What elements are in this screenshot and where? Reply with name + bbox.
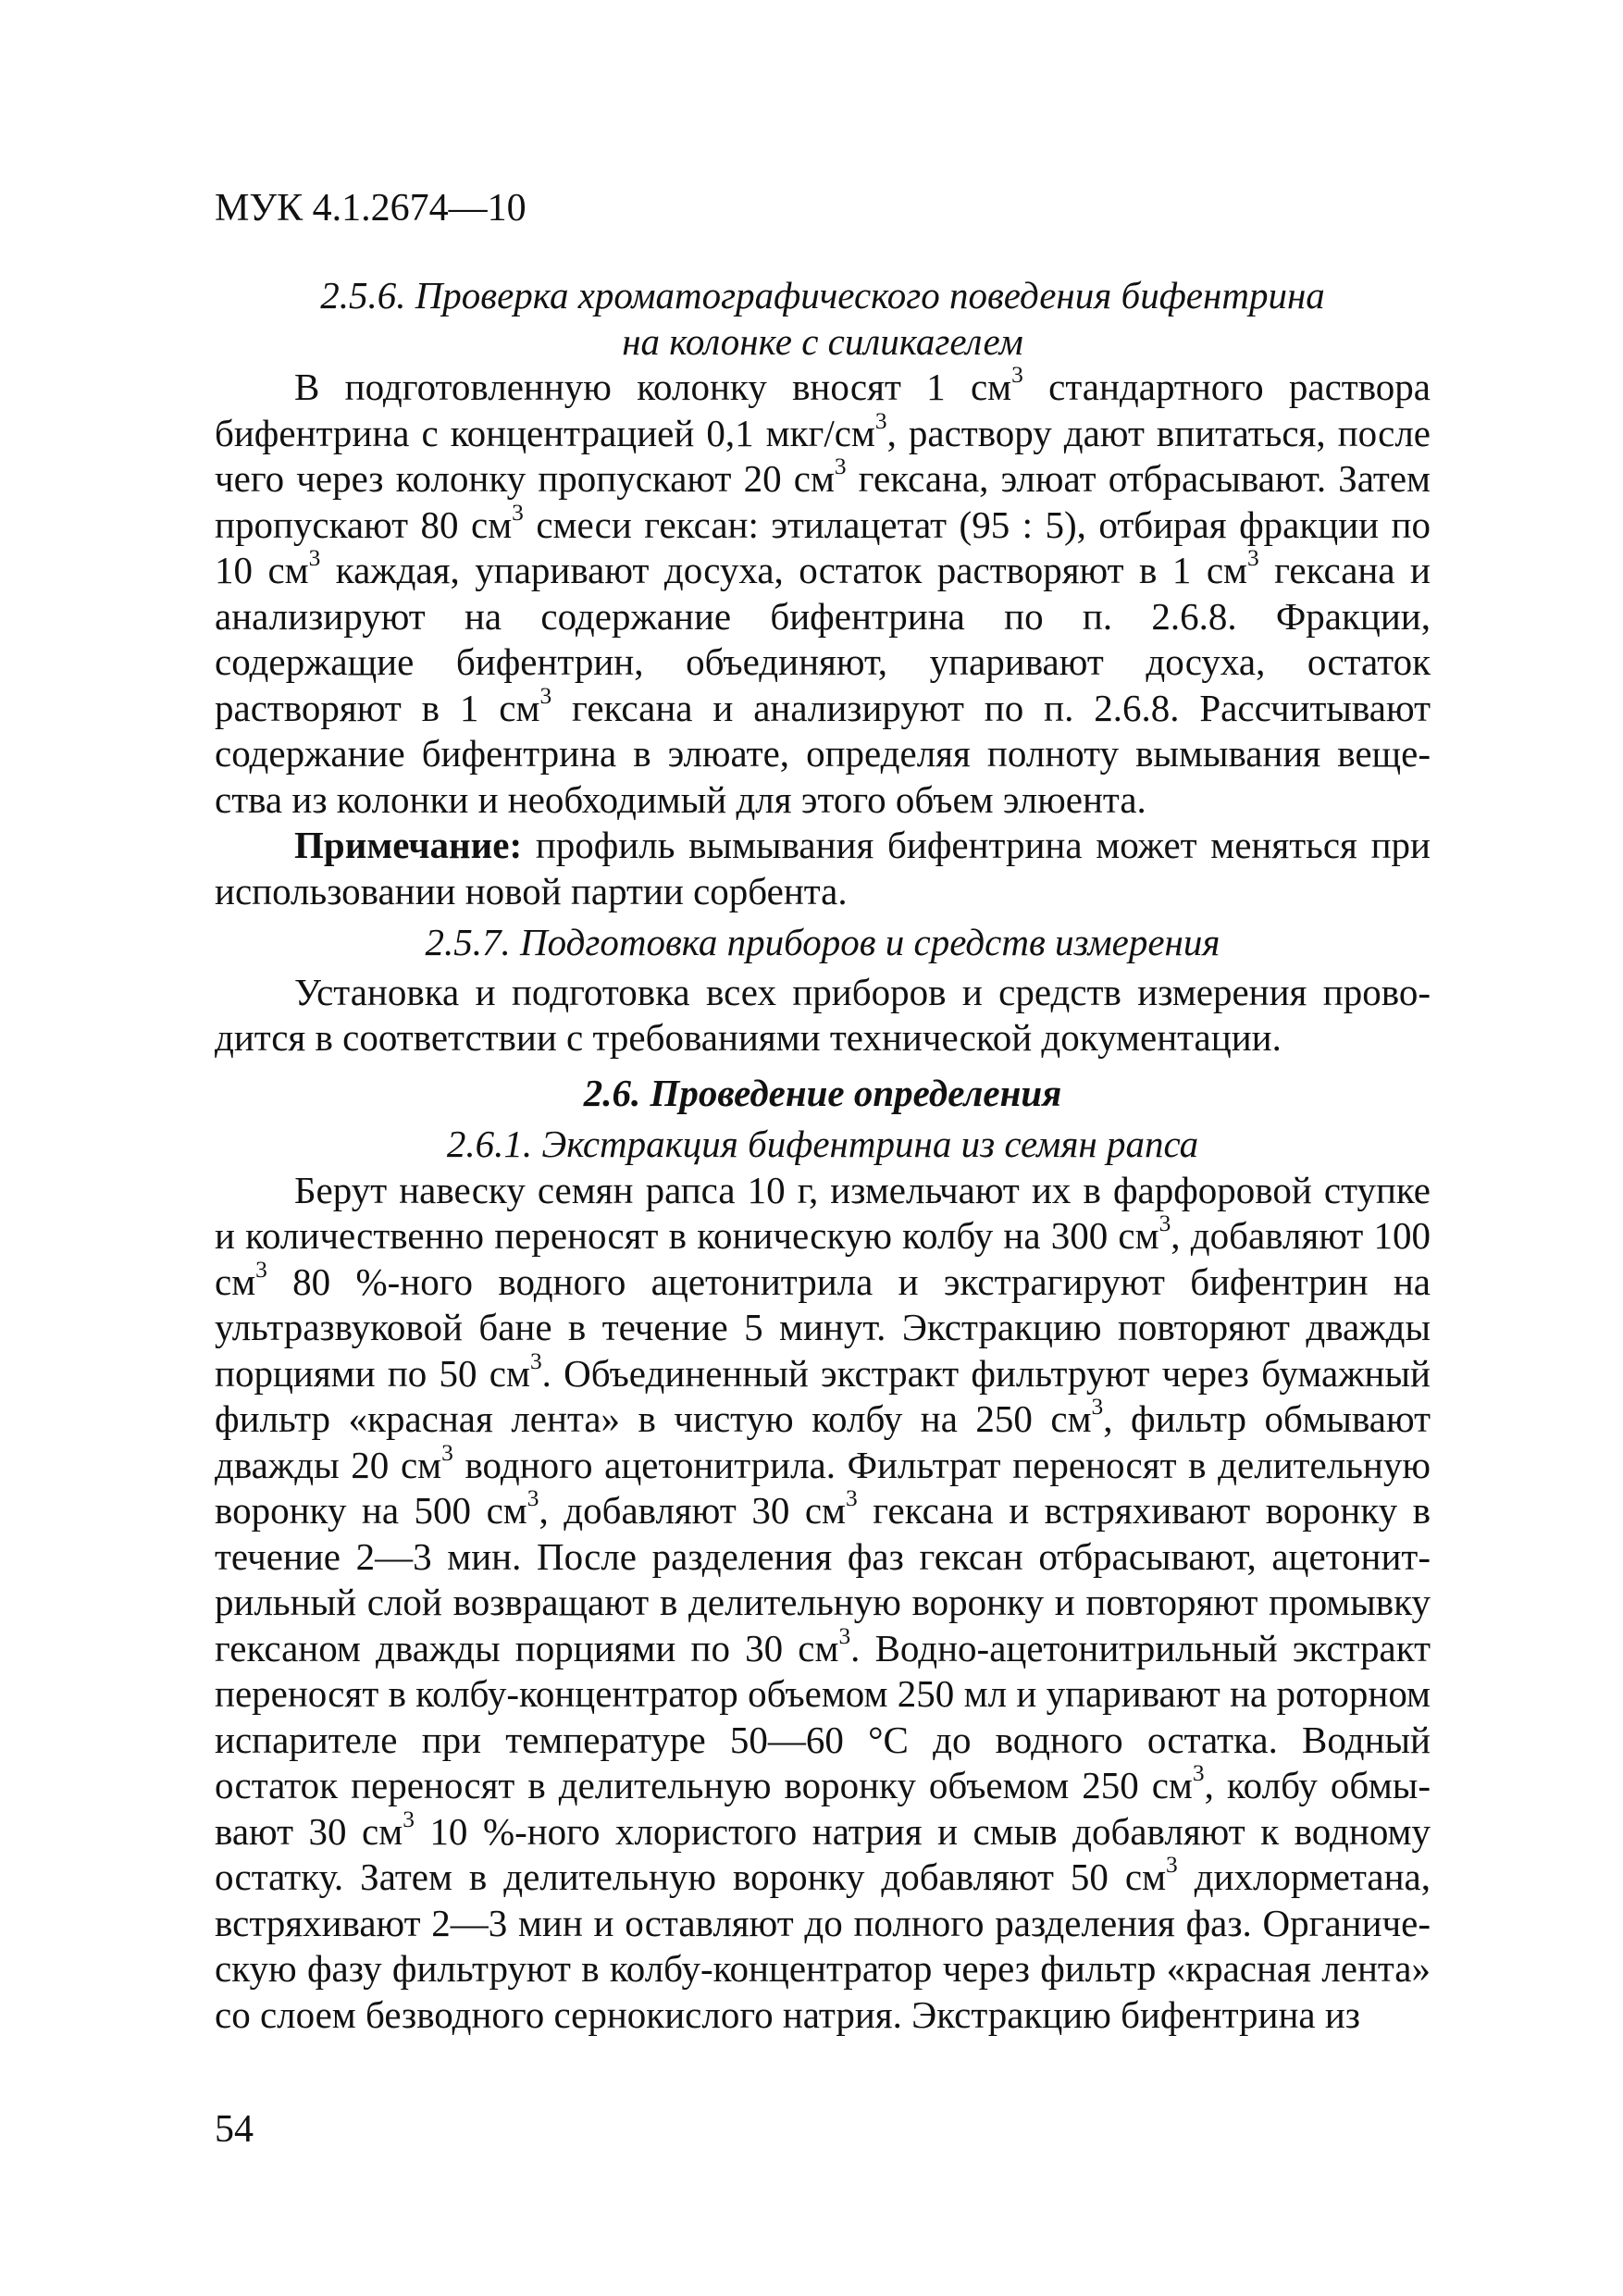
text-span: гексана, элюат отбрасывают. Затем пропускают 80 см <box>215 457 1431 546</box>
superscript: 3 <box>834 453 847 479</box>
text-span: 10 %-ного хлористого натрия и смыв добавляют к водному остатку. Затем в делительную воронку добавляют 50 см <box>215 1809 1431 1898</box>
superscript: 3 <box>1166 1851 1178 1878</box>
superscript: 3 <box>1192 1759 1205 1786</box>
superscript: 3 <box>527 1484 539 1511</box>
superscript: 3 <box>1091 1393 1104 1420</box>
text-span: . Объединенный экстракт фильтруют через бумажный фильтр «красная лента» в чистую колбу на 250 см <box>215 1351 1431 1440</box>
superscript: 3 <box>1011 361 1023 388</box>
section-2-5-6-paragraph <box>215 361 1431 823</box>
section-2-6-1-title: 2.6.1. Экстракция бифентрина из семян рапса <box>446 1123 1199 1165</box>
superscript: 3 <box>403 1806 415 1832</box>
page-number: 54 <box>215 2108 254 2151</box>
section-2-6-title: 2.6. Проведение определения <box>583 1071 1062 1114</box>
superscript: 3 <box>529 1347 542 1374</box>
superscript: 3 <box>539 682 552 709</box>
text-span: каждая, упаривают досуха, остаток растворяют в 1 см <box>320 549 1247 591</box>
superscript: 3 <box>1246 544 1259 571</box>
note-paragraph <box>215 823 1431 914</box>
text-span: , фильтр обмывают дважды 20 см <box>215 1397 1431 1486</box>
text-span: 80 %-ного водного ацетонитрила и экстрагируют бифентрин на ультразвуковой бане в течение 5 минут. Экстракцию повторяют дважды порциями по 50 см <box>215 1260 1431 1395</box>
text-span: водного ацетонитрила. Фильтрат переносят в делительную воронку на 500 см <box>215 1443 1431 1532</box>
note-text: профиль вымывания бифентрина может меняться при использовании новой партии сорбента. <box>215 824 1431 912</box>
text-span: , раствору дают впитаться, после чего через колонку пропускают 20 см <box>215 411 1431 500</box>
note-label: Примечание: <box>294 824 523 866</box>
text-span: Берут навеску семян рапса 10 г, измельчают их в фарфоровой ступке и количественно переносят в коническую колбу на 300 см <box>215 1168 1431 1257</box>
superscript: 3 <box>838 1622 851 1649</box>
page-content <box>215 273 1431 2038</box>
text-span: гексана и анализируют по п. 2.6.8. Рассчитывают содержание бифентрина в элюате, определяя полноту вымывания вещества из колонки и необходимый для этого объем элюента. <box>215 686 1431 821</box>
section-2-5-6-title-line1: 2.5.6. Проверка хроматографического поведения бифентрина <box>320 274 1325 316</box>
superscript: 3 <box>441 1439 453 1466</box>
text-span: . Водно-ацетонитрильный экстракт переносят в колбу-концентратор объемом 250 мл и упаривают на роторном испарителе при температуре 50—60 °С до водного остатка. Водный остаток переносят в делительную воронку объемом 250 см <box>215 1626 1431 1806</box>
section-2-5-7-paragraph: Установка и подготовка всех приборов и средств измерения проводится в соответствии с требованиями технической документации. <box>215 970 1431 1059</box>
text-span: гексана и встряхивают воронку в течение 2—3 мин. После разделения фаз гексан отбрасывают, ацетонитрильный слой возвращают в делительную воронку и повторяют промывку гексаном дважды порциями по 30 см <box>215 1489 1431 1669</box>
text-span: В подготовленную колонку вносят 1 см <box>294 366 1012 408</box>
section-2-6-1-paragraph <box>215 1168 1431 2039</box>
text-span: , добавляют 100 см <box>215 1214 1431 1303</box>
text-span: , колбу обмывают 30 см <box>215 1764 1431 1853</box>
superscript: 3 <box>512 499 524 526</box>
text-span: , добавляют 30 см <box>539 1489 847 1532</box>
superscript: 3 <box>255 1256 267 1283</box>
text-span: стандартного раствора бифентрина с концентрацией 0,1 мкг/см <box>215 366 1431 454</box>
section-2-5-6-title-line2: на колонке с силикагелем <box>622 319 1023 363</box>
superscript: 3 <box>1158 1210 1171 1236</box>
superscript: 3 <box>308 544 321 571</box>
text-span: гексана и анализируют на содержание бифентрина по п. 2.6.8. Фракции, содержащие бифентрин, объединяют, упаривают досуха, остаток растворяют в 1 см <box>215 549 1431 729</box>
superscript: 3 <box>874 407 887 434</box>
document-code-header: МУК 4.1.2674—10 <box>215 187 527 230</box>
superscript: 3 <box>846 1484 858 1511</box>
text-span: смеси гексан: этилацетат (95 : 5), отбирая фракции по 10 см <box>215 503 1431 591</box>
section-2-5-7-title: 2.5.7. Подготовка приборов и средств измерения <box>425 921 1220 963</box>
text-span: дихлорметана, встряхивают 2—3 мин и оставляют до полного разделения фаз. Органическую фазу фильтруют в колбу-концентратор через фильтр «красная лента» со слоем безводного сернокислого натрия. Экстракцию бифентрина из <box>215 1855 1431 2036</box>
